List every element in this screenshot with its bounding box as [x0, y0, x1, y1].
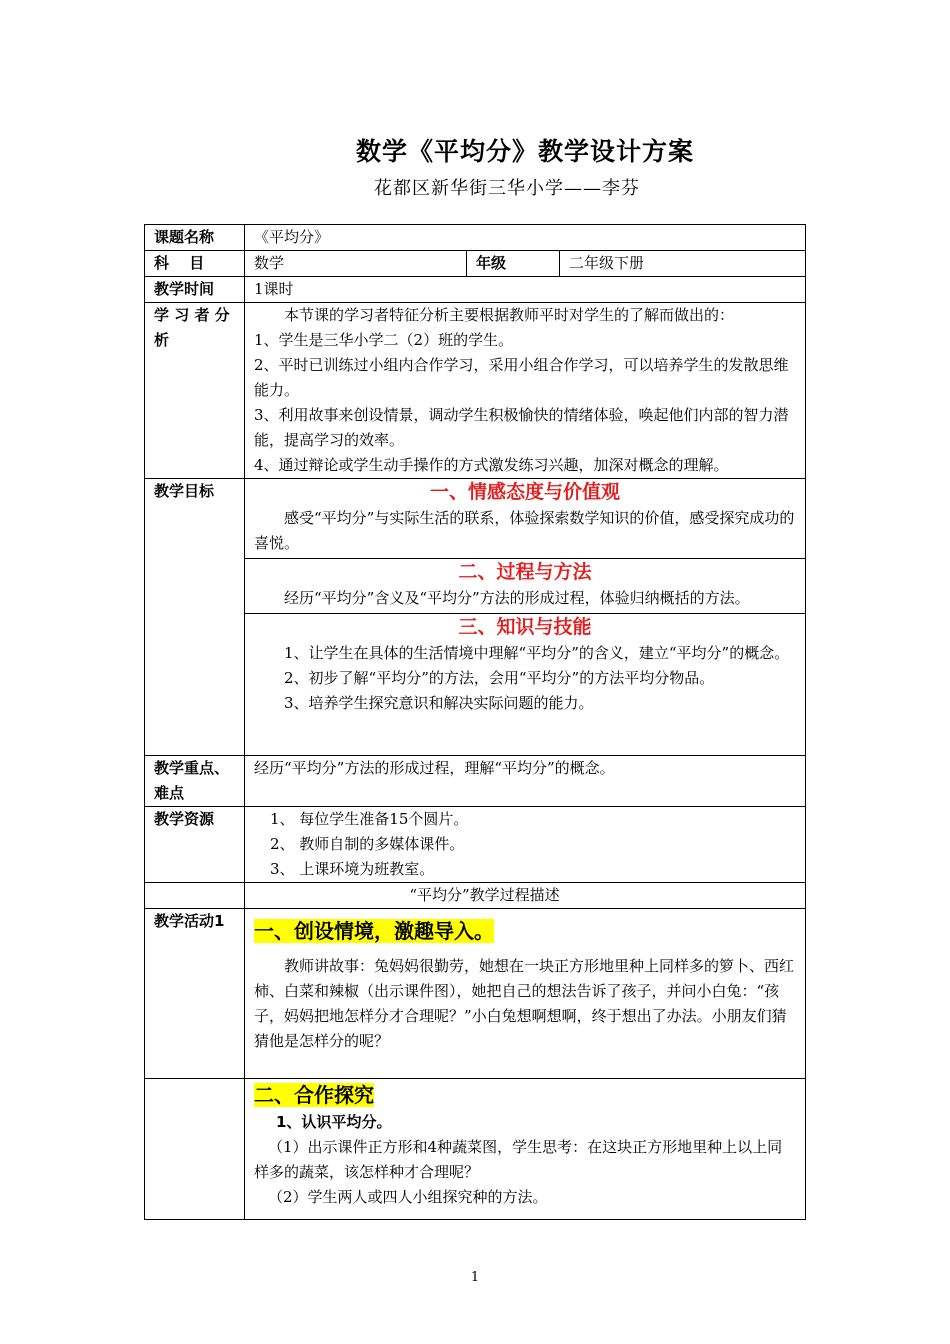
course-value: 《平均分》: [245, 225, 806, 251]
row-resources: [145, 807, 806, 883]
resource-item-2: 2、 教师自制的多媒体课件。: [270, 835, 465, 853]
goal-text-emotion: 感受“平均分”与实际生活的联系，体验探索数学知识的价值，感受探究成功的喜悦。: [254, 509, 795, 552]
row-activity-2: [145, 1079, 806, 1220]
goal-knowledge-1: 1、让学生在具体的生活情境中理解“平均分”的含义，建立“平均分”的概念。: [284, 644, 790, 662]
focus-label: 教学重点、难点: [145, 756, 245, 807]
activity2-content: [245, 1079, 806, 1220]
course-label: 课题名称: [145, 225, 245, 251]
row-focus: [145, 756, 806, 807]
activity1-label: 教学活动1: [145, 909, 245, 1079]
resources-label: 教学资源: [145, 807, 245, 883]
activity2-step-2: （2）学生两人或四人小组探究种的方法。: [268, 1188, 548, 1206]
row-learner-analysis: [145, 303, 806, 479]
resource-item-1: 1、 每位学生准备15个圆片。: [270, 810, 469, 828]
activity1-content: [245, 909, 806, 1079]
goal-heading-knowledge: 三、知识与技能: [458, 616, 592, 638]
resource-item-3: 3、 上课环境为班教室。: [270, 860, 435, 878]
row-subject: [145, 251, 806, 277]
learner-point-4: 4、通过辩论或学生动手操作的方式激发练习兴趣，加深对概念的理解。: [254, 456, 729, 474]
learner-label: 学 习 者 分 析: [145, 303, 245, 479]
activity1-heading: 一、创设情境，激趣导入。: [254, 919, 494, 943]
goal-heading-emotion: 一、情感态度与价值观: [430, 481, 621, 503]
activity2-subheading: 1、认识平均分。: [276, 1113, 392, 1131]
row-activity-1: [145, 909, 806, 1079]
goal-section-process: [245, 558, 805, 613]
resources-content: [245, 807, 806, 883]
goal-text-process: 经历“平均分”含义及“平均分”方法的形成过程，体验归纳概括的方法。: [284, 589, 750, 607]
subject-label: 科 目: [145, 251, 245, 277]
time-label: 教学时间: [145, 277, 245, 303]
row-course: [145, 225, 806, 251]
learner-content: [245, 303, 806, 479]
goal-knowledge-3: 3、培养学生探究意识和解决实际问题的能力。: [284, 694, 594, 712]
focus-value: 经历“平均分”方法的形成过程，理解“平均分”的概念。: [245, 756, 806, 807]
row-process-header: [145, 883, 806, 909]
goal-section-knowledge: [245, 613, 805, 716]
goal-heading-process: 二、过程与方法: [458, 561, 592, 583]
activity2-step-1: （1）出示课件正方形和4种蔬菜图，学生思考：在这块正方形地里种上以上同样多的蔬菜，该怎样种才合理呢？: [254, 1138, 783, 1181]
activity2-label: [145, 1079, 245, 1220]
grade-label: 年级: [467, 251, 560, 277]
learner-intro: 本节课的学习者特征分析主要根据教师平时对学生的了解而做出的：: [284, 306, 735, 324]
grade-value: 二年级下册: [560, 251, 806, 277]
activity1-story: 教师讲故事：兔妈妈很勤劳，她想在一块正方形地里种上同样多的箩卜、西红柿、白菜和辣椒（出示课件图），她把自己的想法告诉了孩子，并问小白兔：“孩子，妈妈把地怎样分才合理呢？”小白兔想啊想啊，终于想出了办法。小朋友们猜猜他是怎样分的呢？: [254, 957, 795, 1050]
process-header: “平均分”教学过程描述: [245, 883, 806, 909]
lesson-plan-table: [144, 224, 806, 1220]
row-teaching-goals: [145, 479, 806, 756]
document-title: 数学《平均分》教学设计方案: [355, 137, 694, 166]
learner-point-1: 1、学生是三华小学二（2）班的学生。: [254, 331, 514, 349]
goals-label: 教学目标: [145, 479, 245, 756]
row-time: [145, 277, 806, 303]
goals-content: [245, 479, 806, 756]
page-number: 1: [470, 1270, 480, 1285]
goal-knowledge-2: 2、初步了解“平均分”的方法，会用“平均分”的方法平均分物品。: [284, 669, 715, 687]
process-header-empty: [145, 883, 245, 909]
subject-value: 数学: [245, 251, 467, 277]
learner-point-2: 2、平时已训练过小组内合作学习，采用小组合作学习，可以培养学生的发散思维能力。: [254, 356, 789, 399]
learner-point-3: 3、利用故事来创设情景，调动学生积极愉快的情绪体验，唤起他们内部的智力潜能，提高学习的效率。: [254, 406, 789, 449]
time-value: 1课时: [245, 277, 806, 303]
author-line: 花都区新华街三华小学——李芬: [374, 178, 640, 199]
activity2-heading: 二、合作探究: [254, 1083, 374, 1107]
